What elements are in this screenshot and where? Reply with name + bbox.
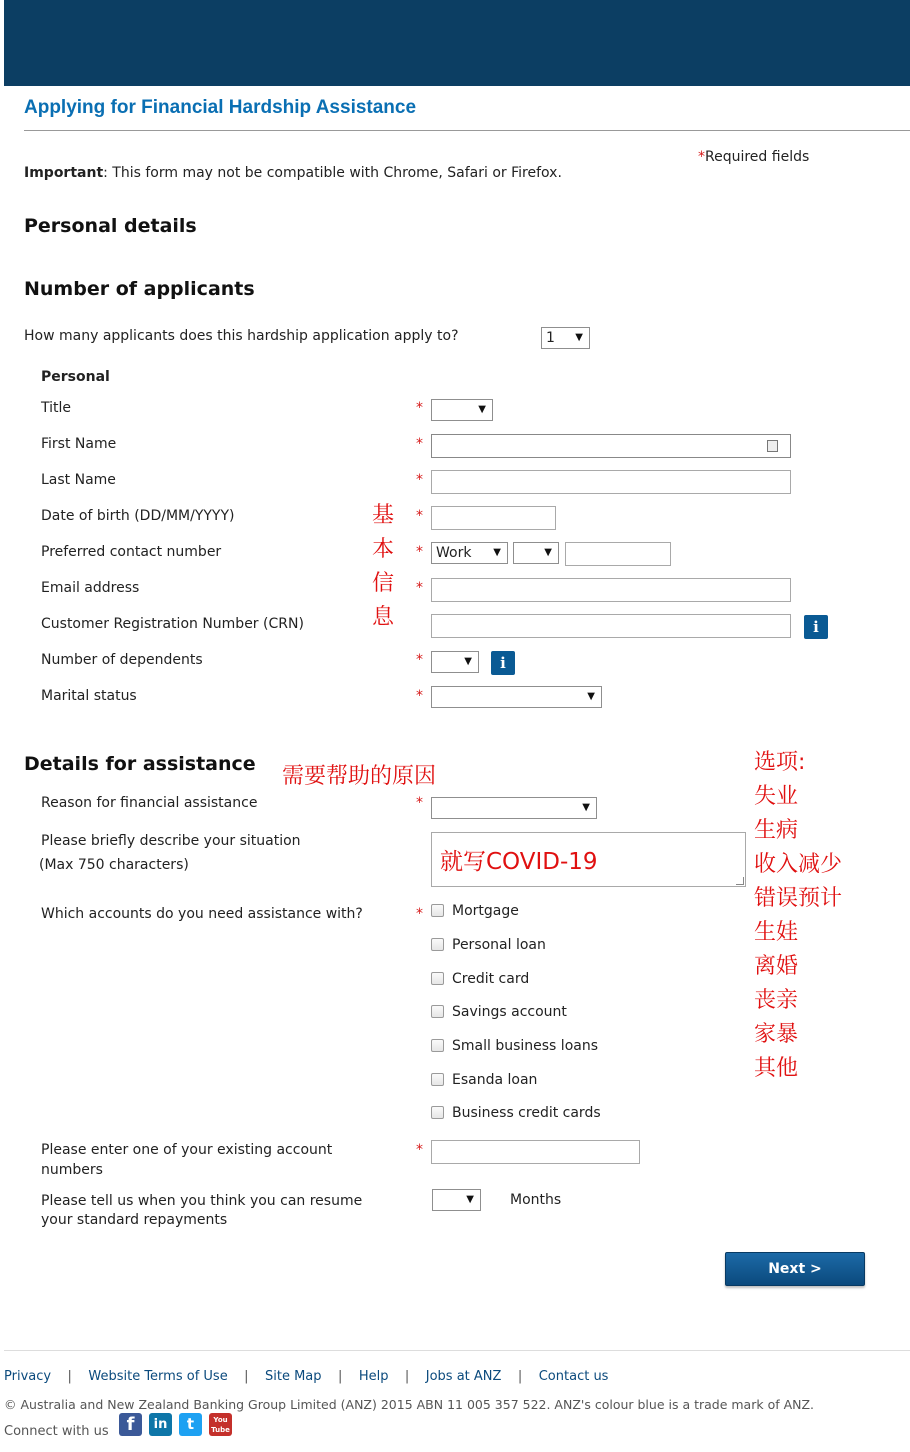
- contact-label: Preferred contact number: [41, 544, 222, 560]
- required-star: *: [416, 436, 423, 452]
- footer-separator: |: [337, 1369, 343, 1384]
- crn-input[interactable]: [431, 614, 791, 638]
- annotation-basic-3: 信: [372, 571, 395, 596]
- account-option-label: Savings account: [452, 1004, 567, 1020]
- annotation-option: 生病: [754, 818, 799, 843]
- linkedin-icon[interactable]: in: [149, 1413, 172, 1436]
- required-star: *: [416, 652, 423, 668]
- footer-separator: |: [67, 1369, 72, 1384]
- annotation-option: 丧亲: [754, 988, 799, 1013]
- dependents-label: Number of dependents: [41, 652, 203, 668]
- contact-type-value: Work: [436, 545, 472, 561]
- chevron-down-icon: ▼: [575, 332, 583, 343]
- annotation-basic-4: 息: [372, 605, 395, 630]
- twitter-icon[interactable]: t: [179, 1413, 202, 1436]
- footer-links: [4, 1368, 608, 1384]
- chevron-down-icon: ▼: [478, 404, 486, 415]
- required-star: *: [416, 508, 423, 524]
- title-label: Title: [41, 400, 72, 416]
- marital-label: Marital status: [41, 688, 137, 704]
- annotation-option: 失业: [754, 784, 799, 809]
- dependents-info-icon[interactable]: i: [491, 651, 515, 675]
- chevron-down-icon: ▼: [466, 1194, 474, 1205]
- footer-separator: |: [517, 1369, 523, 1384]
- footer-link-help[interactable]: Help: [358, 1369, 389, 1384]
- chevron-down-icon: ▼: [464, 656, 472, 667]
- checkbox[interactable]: [431, 1106, 444, 1119]
- important-label: Important: [24, 165, 104, 181]
- required-star: *: [698, 149, 705, 165]
- describe-label: Please briefly describe your situation: [41, 833, 301, 849]
- personal-heading: Personal: [41, 369, 110, 385]
- marital-select[interactable]: [431, 686, 602, 708]
- applicants-question: How many applicants does this hardship application apply to?: [24, 328, 459, 344]
- required-star: *: [416, 1142, 423, 1158]
- account-option-label: Credit card: [452, 971, 530, 987]
- required-star: *: [416, 400, 423, 416]
- last-name-input[interactable]: [431, 470, 791, 494]
- reason-label: Reason for financial assistance: [41, 795, 258, 811]
- autofill-icon: [767, 440, 778, 452]
- account-number-label-2: numbers: [41, 1162, 103, 1178]
- chevron-down-icon: ▼: [493, 547, 501, 558]
- dependents-select[interactable]: [431, 651, 479, 673]
- applicants-count-value: 1: [546, 330, 555, 346]
- annotation-option: 生娃: [754, 920, 799, 945]
- resume-label-2: your standard repayments: [41, 1212, 228, 1228]
- annotation-option: 其他: [754, 1056, 799, 1081]
- title-divider: [24, 130, 910, 131]
- applicants-heading: Number of applicants: [24, 278, 255, 300]
- resume-label-1: Please tell us when you think you can resume: [41, 1193, 363, 1209]
- email-input[interactable]: [431, 578, 791, 602]
- footer-link-terms[interactable]: Website Terms of Use: [88, 1369, 228, 1384]
- youtube-icon[interactable]: You Tube: [209, 1413, 232, 1436]
- annotation-option: 错误预计: [754, 886, 843, 911]
- email-label: Email address: [41, 580, 140, 596]
- checkbox[interactable]: [431, 938, 444, 951]
- account-option-label: Esanda loan: [452, 1072, 538, 1088]
- account-option-label: Personal loan: [452, 937, 546, 953]
- checkbox[interactable]: [431, 1039, 444, 1052]
- required-fields-note: [698, 149, 809, 165]
- annotation-options-title: 选项:: [754, 750, 806, 775]
- browser-warning: [24, 165, 562, 181]
- resize-handle[interactable]: [736, 877, 744, 885]
- checkbox[interactable]: [431, 972, 444, 985]
- annotation-option: 收入减少: [754, 852, 843, 877]
- applicants-count-select[interactable]: [541, 327, 590, 349]
- account-number-input[interactable]: [431, 1140, 640, 1164]
- annotation-describe: 就写COVID-19: [440, 849, 598, 875]
- required-star: *: [416, 688, 423, 704]
- accounts-label: Which accounts do you need assistance with?: [41, 906, 363, 922]
- required-star: *: [416, 544, 423, 560]
- annotation-basic-1: 基: [372, 503, 395, 528]
- first-name-label: First Name: [41, 436, 117, 452]
- describe-textarea[interactable]: [431, 832, 746, 887]
- annotation-basic-2: 本: [372, 537, 395, 562]
- checkbox[interactable]: [431, 1073, 444, 1086]
- page-title: Applying for Financial Hardship Assistance: [24, 97, 417, 118]
- top-banner: [4, 0, 910, 86]
- resume-months-select[interactable]: [432, 1189, 481, 1211]
- reason-select[interactable]: [431, 797, 597, 819]
- months-label: Months: [510, 1192, 562, 1208]
- important-text: : This form may not be compatible with Chrome, Safari or Firefox.: [103, 165, 562, 181]
- required-star: *: [416, 472, 423, 488]
- account-option-label: Small business loans: [452, 1038, 599, 1054]
- annotation-option: 家暴: [754, 1022, 799, 1047]
- connect-label: Connect with us: [4, 1424, 109, 1439]
- footer-link-contact[interactable]: Contact us: [538, 1369, 609, 1384]
- personal-details-heading: Personal details: [24, 215, 197, 237]
- account-option-label: Mortgage: [452, 903, 519, 919]
- dob-input[interactable]: [431, 506, 556, 530]
- annotation-option: 离婚: [754, 954, 799, 979]
- contact-number-input[interactable]: [565, 542, 671, 566]
- account-number-label-1: Please enter one of your existing account: [41, 1142, 333, 1158]
- crn-info-icon[interactable]: i: [804, 615, 828, 639]
- required-star: *: [416, 795, 423, 811]
- chevron-down-icon: ▼: [544, 547, 552, 558]
- footer-link-sitemap[interactable]: Site Map: [265, 1369, 322, 1384]
- footer-link-jobs[interactable]: Jobs at ANZ: [425, 1369, 502, 1384]
- describe-max-label: (Max 750 characters): [39, 857, 189, 873]
- checkbox[interactable]: [431, 1005, 444, 1018]
- footer-separator: |: [244, 1369, 249, 1384]
- chevron-down-icon: ▼: [582, 802, 590, 813]
- contact-area-select[interactable]: [513, 542, 559, 564]
- crn-label: Customer Registration Number (CRN): [41, 616, 304, 632]
- annotation-reason: 需要帮助的原因: [282, 764, 437, 789]
- checkbox[interactable]: [431, 904, 444, 917]
- required-star: *: [416, 906, 423, 922]
- first-name-input[interactable]: [431, 434, 791, 458]
- footer-divider: [4, 1350, 910, 1351]
- required-text: Required fields: [705, 149, 810, 165]
- contact-type-select[interactable]: [431, 542, 508, 564]
- next-button[interactable]: Next >: [725, 1252, 865, 1286]
- facebook-icon[interactable]: f: [119, 1413, 142, 1436]
- footer-separator: |: [404, 1369, 410, 1384]
- footer-link-privacy[interactable]: Privacy: [4, 1369, 52, 1384]
- dob-label: Date of birth (DD/MM/YYYY): [41, 508, 235, 524]
- assistance-heading: Details for assistance: [24, 753, 256, 775]
- last-name-label: Last Name: [41, 472, 116, 488]
- required-star: *: [416, 580, 423, 596]
- copyright-text: © Australia and New Zealand Banking Group Limited (ANZ) 2015 ABN 11 005 357 522. ANZ's colour blue is a trade mark of ANZ.: [4, 1397, 815, 1412]
- account-option-label: Business credit cards: [452, 1105, 601, 1121]
- chevron-down-icon: ▼: [587, 691, 595, 702]
- title-select[interactable]: [431, 399, 493, 421]
